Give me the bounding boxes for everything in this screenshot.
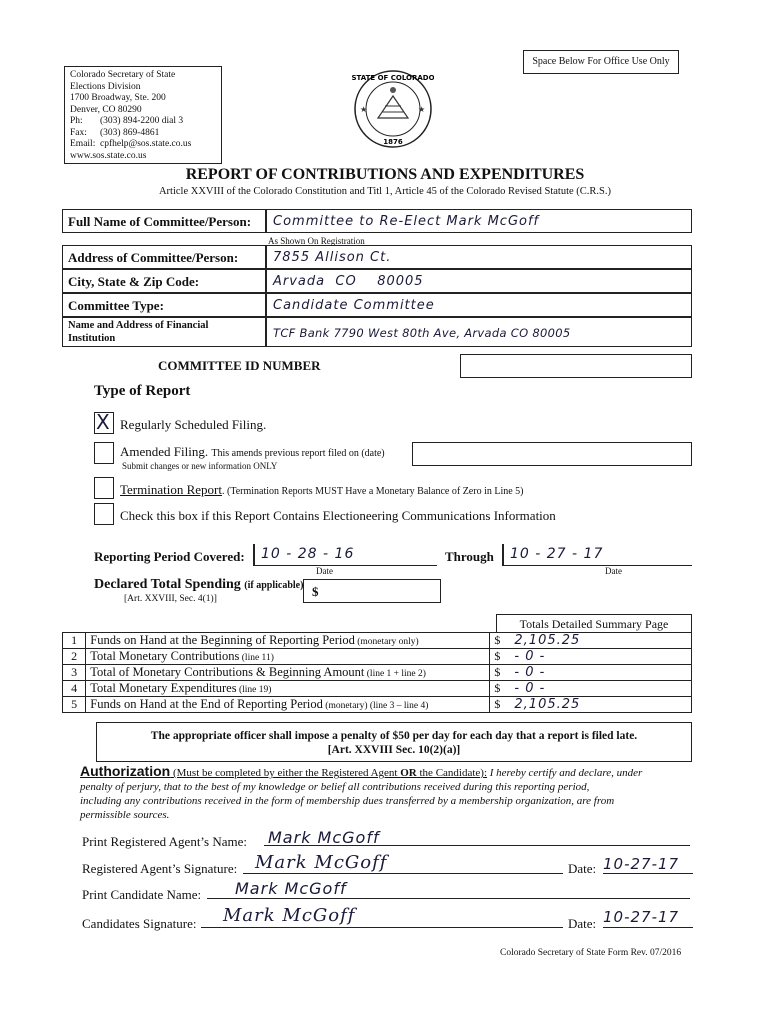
summary-row-number: 2 [63,649,86,665]
fax-value: (303) 869-4861 [100,127,160,138]
summary-row-note: (line 1 + line 2) [364,669,426,679]
agent-sig-value: Mark McGoff [255,852,388,873]
authorization-note: (Must be completed by either the Registered Agent [170,767,401,779]
authorization-title: Authorization [80,763,171,779]
summary-row-value-text: 2,105.25 [514,697,581,712]
summary-row-value[interactable] [490,649,692,665]
committee-type-label-box [62,293,266,317]
authorization-or: OR [400,767,417,779]
date-field-1[interactable] [603,855,693,874]
candidate-name-value: Mark McGoff [235,879,347,898]
date-label-1: Date: [568,861,597,876]
amended-filing-checkbox[interactable] [94,442,114,464]
summary-table [62,632,692,713]
amended-filing-label [120,444,385,460]
amended-filing-sub: Submit changes or new information ONLY [122,461,278,471]
address-label-box [62,245,266,269]
period-from-field[interactable] [253,544,437,566]
through-label: Through [445,549,494,564]
summary-row [63,665,692,681]
email-label: Email: [70,139,96,149]
candidate-sig-value: Mark McGoff [223,905,356,926]
penalty-box [96,722,692,762]
address-value: 7855 Allison Ct. [273,250,392,265]
full-name-label-box [62,209,266,233]
summary-row-label-text: Funds on Hand at the End of Reporting Period [90,697,323,711]
ph-value: (303) 894-2200 dial 3 [100,116,184,126]
summary-dollar: $ [494,697,501,711]
agent-name-field[interactable] [264,828,690,846]
period-to-date-label: Date [605,566,622,576]
sos-address-box [64,66,222,164]
summary-row-value-text: 2,105.25 [514,633,581,648]
address-field[interactable] [266,245,692,269]
termination-label-wrap [120,482,524,498]
financial-value: TCF Bank 7790 West 80th Ave, Arvada CO 80005 [273,326,571,340]
summary-row [63,697,692,713]
sos-web: www.sos.state.co.us [70,150,147,161]
committee-id-field[interactable] [460,354,692,378]
candidate-sig-label: Candidates Signature: [82,916,197,931]
candidate-name-field[interactable] [207,879,690,899]
penalty-line-1: The appropriate officer shall impose a penalty of $50 per day for each day that a report is filed late. [150,730,638,742]
seal-year: 1876 [383,138,403,146]
summary-row [63,681,692,697]
summary-row-value-text: - 0 - [514,649,546,664]
period-from-value: 10 - 28 - 16 [261,546,355,562]
agent-name-value: Mark McGoff [268,828,380,847]
spending-label: Declared Total Spending [94,577,241,592]
page-title: REPORT OF CONTRIBUTIONS AND EXPENDITURES [185,166,585,183]
sos-street: 1700 Broadway, Ste. 200 [70,93,166,103]
summary-row-value[interactable] [490,681,692,697]
agent-sig-label: Registered Agent’s Signature: [82,861,238,876]
period-from-date-label: Date [316,566,333,576]
summary-row-label [86,681,490,697]
summary-row-value[interactable] [490,665,692,681]
sos-division: Elections Division [70,81,141,92]
date-field-2[interactable] [603,908,693,928]
summary-row-label-text: Funds on Hand at the Beginning of Reporting Period [90,633,355,647]
candidate-sig-field[interactable] [201,905,563,928]
authorization-block [80,764,710,822]
agent-name-label: Print Registered Agent’s Name: [82,834,248,849]
full-name-field[interactable] [266,209,692,233]
authorization-text-2: penalty of perjury, that to the best of my knowledge or belief all contributions received during this reporting period, [80,781,590,793]
summary-row-number: 3 [63,665,86,681]
fax-label: Fax: [70,127,87,138]
authorization-text-4: permissible sources. [80,809,170,821]
summary-dollar: $ [494,681,501,695]
svg-text:★: ★ [418,105,426,114]
amended-date-field[interactable] [412,442,692,466]
city-label-box [62,269,266,293]
committee-type-field[interactable] [266,293,692,317]
summary-row [63,633,692,649]
summary-row-value-text: - 0 - [514,665,546,680]
committee-id-label: COMMITTEE ID NUMBER [158,358,321,373]
full-name-label: Full Name of Committee/Person: [68,214,252,229]
termination-checkbox[interactable] [94,477,114,499]
candidate-name-label: Print Candidate Name: [82,887,202,902]
spending-field[interactable] [303,579,441,603]
penalty-line-2: [Art. XXVIII Sec. 10(2)(a)] [327,744,461,756]
summary-dollar: $ [494,633,501,647]
summary-row-note: (line 19) [236,685,272,695]
agent-sig-field[interactable] [243,852,563,874]
date-value-2: 10-27-17 [603,908,680,926]
termination-note: . (Termination Reports MUST Have a Monetary Balance of Zero in Line 5) [221,486,524,497]
authorization-note2: the Candidate): [416,767,488,779]
financial-label-box [62,317,266,347]
financial-field[interactable] [266,317,692,347]
summary-row-note: (monetary only) [354,637,419,647]
seal-top-text: STATE OF COLORADO [352,74,434,82]
sos-org: Colorado Secretary of State [70,70,176,80]
summary-row-label-text: Total of Monetary Contributions & Beginning Amount [90,665,365,679]
summary-row-label-text: Total Monetary Expenditures [90,681,237,695]
spending-applicable: (if applicable) [244,580,304,591]
electioneering-checkbox[interactable] [94,503,114,525]
office-use-box [523,50,679,74]
summary-row-note: (line 11) [239,653,274,663]
form-footer: Colorado Secretary of State Form Rev. 07/2016 [500,948,682,958]
summary-row-value-text: - 0 - [514,681,546,696]
financial-label-1: Name and Address of Financial [68,320,209,331]
spending-ref: [Art. XXVIII, Sec. 4(1)] [124,594,217,604]
address-label: Address of Committee/Person: [68,250,239,265]
summary-row-number: 5 [63,697,86,713]
electioneering-label: Check this box if this Report Contains Electioneering Communications Information [120,508,556,523]
summary-row-number: 1 [63,633,86,649]
period-to-value: 10 - 27 - 17 [510,546,604,562]
spending-label-wrap [94,577,303,593]
amended-filing-text: Amended Filing. [120,444,209,459]
amended-filing-note: This amends previous report filed on (date) [211,448,385,459]
spending-dollar: $ [312,584,319,599]
as-shown-note: As Shown On Registration [268,236,365,246]
summary-dollar: $ [494,665,501,679]
email-value: cpfhelp@sos.state.co.us [100,139,192,149]
period-label: Reporting Period Covered: [94,549,245,564]
summary-header-label: Totals Detailed Summary Page [519,617,669,631]
regular-filing-checkbox[interactable] [94,412,114,434]
financial-label-2: Institution [68,333,116,344]
summary-row-label [86,633,490,649]
committee-type-value: Candidate Committee [273,298,435,313]
termination-label: Termination Report [120,482,222,497]
summary-row-label [86,649,490,665]
summary-row-note: (monetary) (line 3 – line 4) [322,701,429,711]
authorization-text-3: including any contributions received in the form of membership dues transferred by a membership organization, are from [80,795,615,807]
summary-row-label [86,665,490,681]
authorization-text-1: I hereby certify and declare, under [487,767,643,779]
summary-row-label [86,697,490,713]
full-name-value: Committee to Re-Elect Mark McGoff [273,214,540,229]
type-of-report-heading: Type of Report [94,383,191,399]
summary-header [496,614,692,632]
check-mark: X [96,410,111,434]
committee-type-label: Committee Type: [68,298,164,313]
ph-label: Ph: [70,116,83,126]
svg-text:★: ★ [360,105,368,114]
summary-dollar: $ [494,649,501,663]
date-label-2: Date: [568,916,597,931]
sos-city: Denver, CO 80290 [70,104,142,115]
city-label: City, State & Zip Code: [68,274,200,289]
city-value: Arvada CO 80005 [273,274,424,289]
summary-row-label-text: Total Monetary Contributions [90,649,240,663]
office-use-label: Space Below For Office Use Only [532,56,670,67]
summary-row-number: 4 [63,681,86,697]
city-field[interactable] [266,269,692,293]
summary-row [63,649,692,665]
page-subtitle: Article XXVIII of the Colorado Constitution and Titl 1, Article 45 of the Colorado Revised Statute (C.R.S.) [158,186,612,197]
date-value-1: 10-27-17 [603,855,680,873]
regular-filing-label: Regularly Scheduled Filing. [120,417,267,432]
summary-row-value[interactable] [490,633,692,649]
period-to-field[interactable] [502,544,692,566]
state-seal-icon [352,68,434,150]
summary-row-value[interactable] [490,697,692,713]
